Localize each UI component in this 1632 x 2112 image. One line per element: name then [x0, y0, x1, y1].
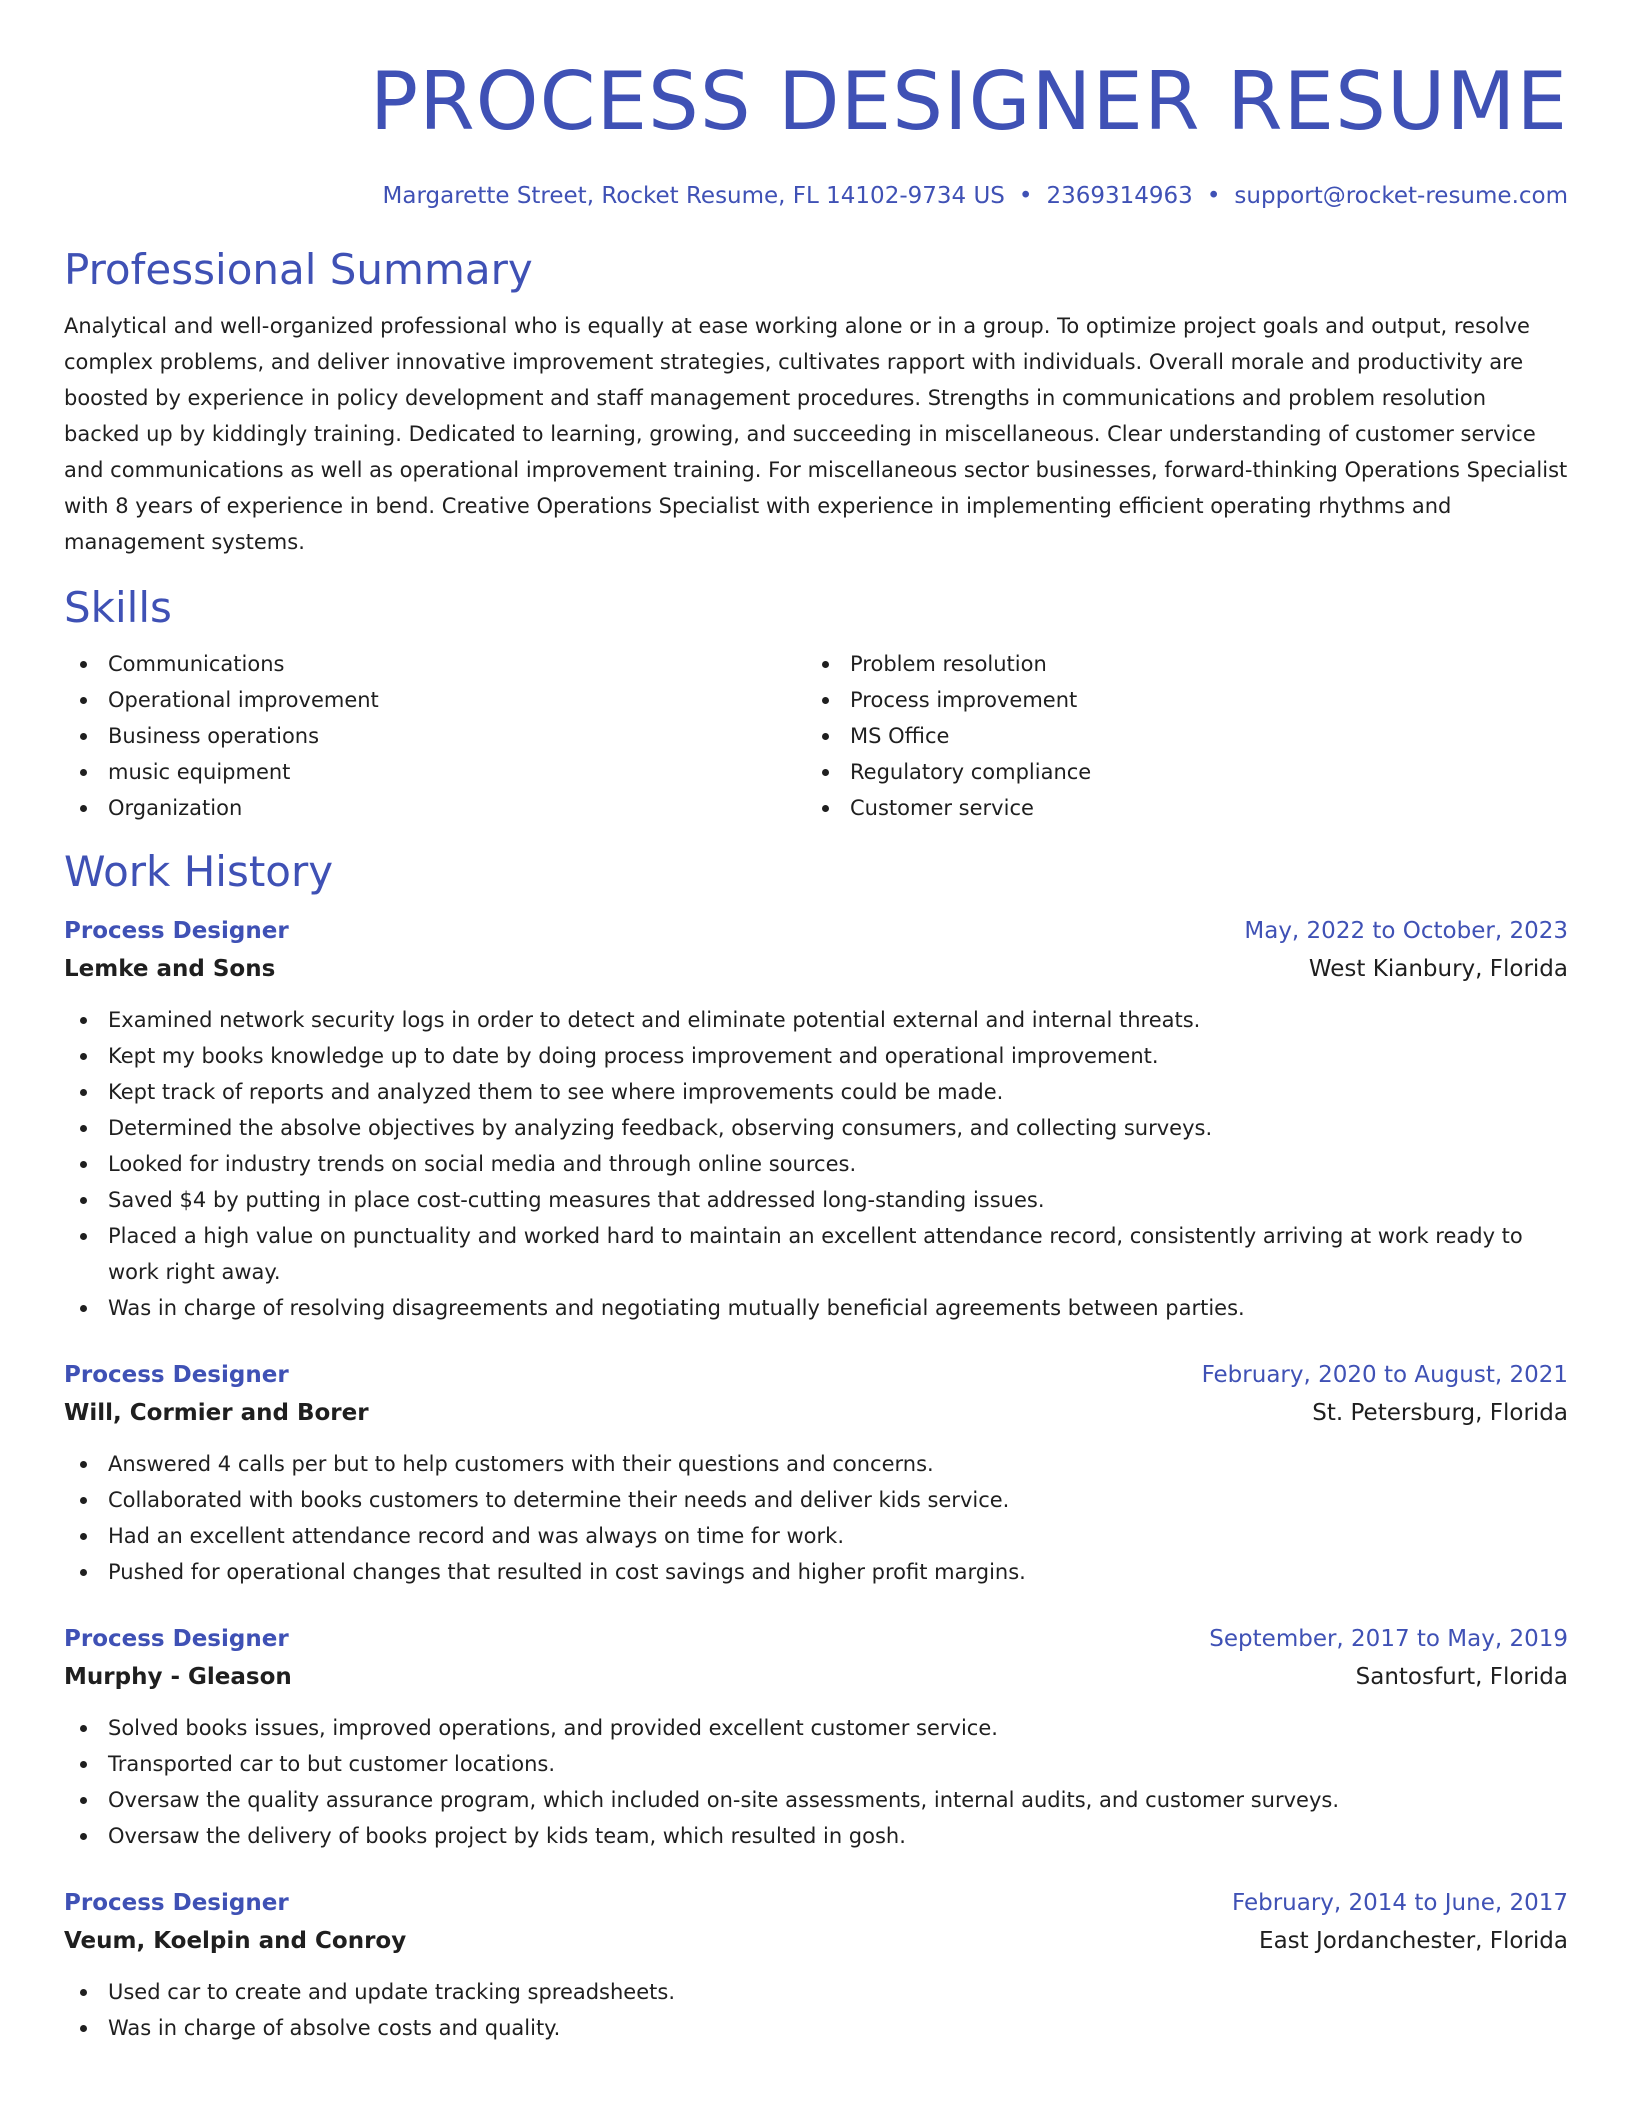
skills-column-right: [806, 646, 1548, 826]
skill-item: MS Office: [806, 718, 1548, 754]
resume-title: PROCESS DESIGNER RESUME: [369, 55, 1568, 148]
job-duty: Oversaw the delivery of books project by kids team, which resulted in gosh.: [64, 1818, 1568, 1854]
skill-item: Problem resolution: [806, 646, 1548, 682]
job-duties: [64, 1710, 1568, 1854]
contact-address: Margarette Street, Rocket Resume, FL 14102-9734 US: [382, 183, 1005, 209]
job-title: Process Designer: [64, 1362, 289, 1388]
job-title: Process Designer: [64, 1626, 289, 1652]
contact-phone: 2369314963: [1046, 183, 1193, 209]
job-entry: [64, 1884, 1568, 2046]
job-company: Murphy - Gleason: [64, 1664, 292, 1690]
job-location: West Kianbury, Florida: [1308, 956, 1568, 982]
job-duty: Used car to create and update tracking spreadsheets.: [64, 1974, 1568, 2010]
job-duty: Was in charge of absolve costs and quality.: [64, 2010, 1568, 2046]
job-dates: May, 2022 to October, 2023: [1244, 918, 1568, 944]
job-duties: [64, 1446, 1568, 1590]
job-duty: Collaborated with books customers to determine their needs and deliver kids service.: [64, 1482, 1568, 1518]
skills-column-left: [64, 646, 806, 826]
job-company-row: [64, 1394, 1568, 1432]
job-entry: [64, 912, 1568, 1326]
skill-item: Communications: [64, 646, 806, 682]
job-header-row: [64, 1620, 1568, 1658]
job-duty: Oversaw the quality assurance program, which included on-site assessments, internal audits, and customer surveys.: [64, 1782, 1568, 1818]
contact-email: support@rocket-resume.com: [1234, 183, 1568, 209]
job-header-row: [64, 912, 1568, 950]
job-duty: Solved books issues, improved operations, and provided excellent customer service.: [64, 1710, 1568, 1746]
contact-separator: •: [1018, 183, 1033, 209]
job-company: Veum, Koelpin and Conroy: [64, 1928, 407, 1954]
job-duty: Placed a high value on punctuality and worked hard to maintain an excellent attendance record, consistently arriving at work ready to work right away.: [64, 1218, 1568, 1290]
job-duty: Had an excellent attendance record and was always on time for work.: [64, 1518, 1568, 1554]
job-company: Will, Cormier and Borer: [64, 1400, 369, 1426]
job-duty: Pushed for operational changes that resulted in cost savings and higher profit margins.: [64, 1554, 1568, 1590]
skill-item: Organization: [64, 790, 806, 826]
job-duty: Transported car to but customer locations.: [64, 1746, 1568, 1782]
job-company-row: [64, 950, 1568, 988]
skill-item: Regulatory compliance: [806, 754, 1548, 790]
skills-list: [64, 646, 1568, 826]
job-header-row: [64, 1356, 1568, 1394]
job-location: East Jordanchester, Florida: [1259, 1928, 1568, 1954]
job-duty: Examined network security logs in order to detect and eliminate potential external and internal threats.: [64, 1002, 1568, 1038]
job-title: Process Designer: [64, 1890, 289, 1916]
job-duty: Determined the absolve objectives by analyzing feedback, observing consumers, and collecting surveys.: [64, 1110, 1568, 1146]
job-duty: Kept track of reports and analyzed them to see where improvements could be made.: [64, 1074, 1568, 1110]
job-duties: [64, 1974, 1568, 2046]
job-duty: Answered 4 calls per but to help customers with their questions and concerns.: [64, 1446, 1568, 1482]
summary-heading: Professional Summary: [64, 245, 533, 294]
skill-item: Customer service: [806, 790, 1548, 826]
job-duties: [64, 1002, 1568, 1326]
skill-item: Process improvement: [806, 682, 1548, 718]
contact-separator: •: [1206, 183, 1221, 209]
job-duty: Saved $4 by putting in place cost-cutting measures that addressed long-standing issues.: [64, 1182, 1568, 1218]
skill-item: Business operations: [64, 718, 806, 754]
skills-heading: Skills: [64, 583, 172, 632]
job-title: Process Designer: [64, 918, 289, 944]
job-company-row: [64, 1658, 1568, 1696]
job-location: St. Petersburg, Florida: [1312, 1400, 1568, 1426]
job-header-row: [64, 1884, 1568, 1922]
job-duty: Was in charge of resolving disagreements and negotiating mutually beneficial agreements between parties.: [64, 1290, 1568, 1326]
job-dates: February, 2014 to June, 2017: [1231, 1890, 1568, 1916]
job-location: Santosfurt, Florida: [1355, 1664, 1568, 1690]
skill-item: Operational improvement: [64, 682, 806, 718]
job-entry: [64, 1356, 1568, 1590]
summary-text: Analytical and well-organized professional who is equally at ease working alone or in a group. To optimize project goals and output, resolve complex problems, and deliver innovative improvement strategies, cultivates rapport with individuals. Overall morale and productivity are boosted by experience in policy development and staff management procedures. Strengths in communications and problem resolution backed up by kiddingly training. Dedicated to learning, growing, and succeeding in miscellaneous. Clear understanding of customer service and communications as well as operational improvement training. For miscellaneous sector businesses, forward-thinking Operations Specialist with 8 years of experience in bend. Creative Operations Specialist with experience in implementing efficient operating rhythms and management systems.: [64, 314, 1568, 554]
work-history-heading: Work History: [64, 847, 334, 896]
job-company: Lemke and Sons: [64, 956, 276, 982]
job-dates: September, 2017 to May, 2019: [1209, 1626, 1568, 1652]
job-duty: Looked for industry trends on social media and through online sources.: [64, 1146, 1568, 1182]
job-entry: [64, 1620, 1568, 1854]
job-dates: February, 2020 to August, 2021: [1201, 1362, 1568, 1388]
job-company-row: [64, 1922, 1568, 1960]
job-duty: Kept my books knowledge up to date by doing process improvement and operational improvement.: [64, 1038, 1568, 1074]
skill-item: music equipment: [64, 754, 806, 790]
contact-line: [64, 180, 1568, 212]
